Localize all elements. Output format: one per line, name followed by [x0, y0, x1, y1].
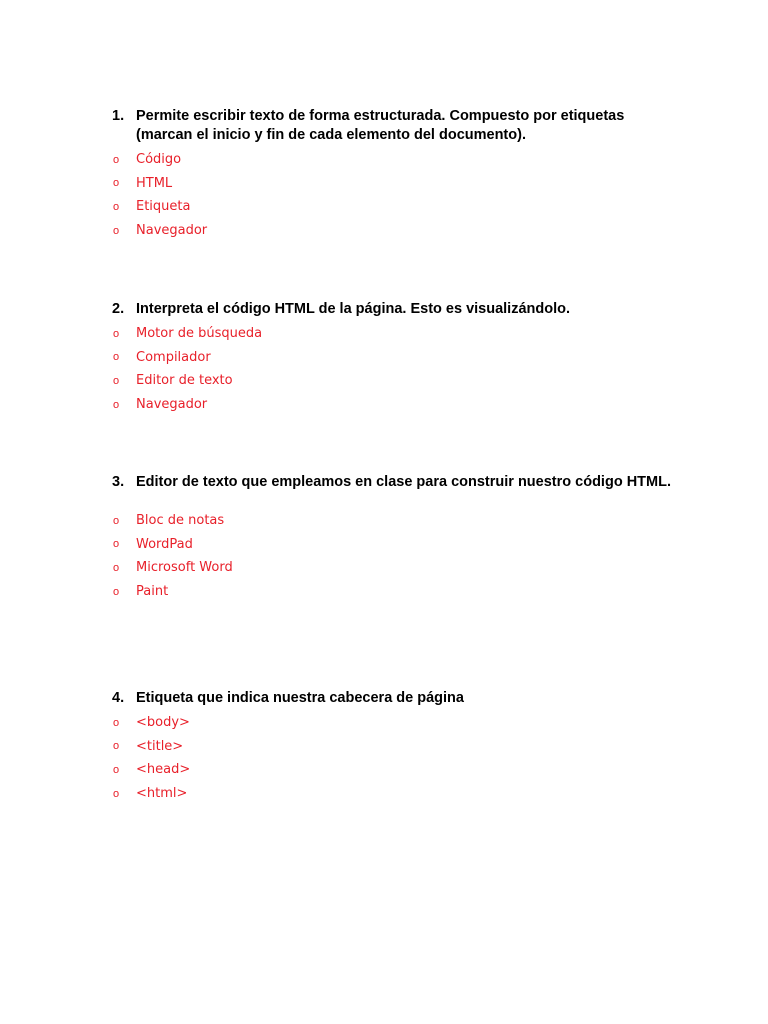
- answer-option[interactable]: [112, 735, 672, 759]
- question-heading: [112, 300, 672, 319]
- answer-option[interactable]: [112, 322, 672, 346]
- question-1: [112, 107, 672, 242]
- bullet-icon: o: [113, 585, 120, 598]
- answer-option[interactable]: [112, 533, 672, 557]
- bullet-icon: o: [113, 351, 120, 364]
- answer-option[interactable]: [112, 556, 672, 580]
- option-label: <head>: [136, 762, 191, 778]
- option-label: Navegador: [136, 223, 208, 239]
- answer-option[interactable]: [112, 219, 672, 243]
- answer-option[interactable]: [112, 393, 672, 417]
- question-heading: [112, 473, 672, 492]
- question-number: 4.: [112, 690, 125, 706]
- bullet-icon: o: [113, 224, 120, 237]
- option-label: Navegador: [136, 397, 208, 413]
- question-text: Etiqueta que indica nuestra cabecera de página: [136, 690, 464, 706]
- answer-option[interactable]: [112, 346, 672, 370]
- bullet-icon: o: [113, 200, 120, 213]
- question-heading: [112, 689, 672, 708]
- bullet-icon: o: [113, 374, 120, 387]
- question-number: 2.: [112, 301, 125, 317]
- option-label: Código: [136, 152, 182, 168]
- option-label: Compilador: [136, 349, 211, 365]
- answer-options: [112, 711, 672, 805]
- question-2: [112, 300, 672, 416]
- option-label: Editor de texto: [136, 373, 233, 389]
- bullet-icon: o: [113, 398, 120, 411]
- answer-option[interactable]: [112, 580, 672, 604]
- question-heading: [112, 107, 672, 145]
- answer-option[interactable]: [112, 509, 672, 533]
- option-label: <title>: [136, 738, 184, 754]
- answer-option[interactable]: [112, 782, 672, 806]
- question-text: Interpreta el código HTML de la página. Esto es visualizándolo.: [136, 301, 571, 317]
- answer-option[interactable]: [112, 758, 672, 782]
- bullet-icon: o: [113, 514, 120, 527]
- question-text: Permite escribir texto de forma estructurada. Compuesto por etiquetas (marcan el inicio y fin de cada elemento del documento).: [136, 108, 625, 143]
- answer-option[interactable]: [112, 711, 672, 735]
- answer-option[interactable]: [112, 172, 672, 196]
- question-4: [112, 689, 672, 805]
- answer-options: [112, 322, 672, 416]
- question-3: [112, 473, 672, 603]
- answer-option[interactable]: [112, 195, 672, 219]
- question-number: 3.: [112, 474, 125, 490]
- option-label: <html>: [136, 786, 188, 802]
- question-number: 1.: [112, 108, 125, 124]
- answer-options: [112, 148, 672, 242]
- bullet-icon: o: [113, 716, 120, 729]
- answer-options: [112, 509, 672, 603]
- option-label: HTML: [136, 175, 173, 191]
- option-label: Paint: [136, 584, 169, 600]
- bullet-icon: o: [113, 153, 120, 166]
- bullet-icon: o: [113, 177, 120, 190]
- bullet-icon: o: [113, 538, 120, 551]
- bullet-icon: o: [113, 561, 120, 574]
- option-label: Bloc de notas: [136, 513, 225, 529]
- option-label: WordPad: [136, 536, 193, 552]
- bullet-icon: o: [113, 327, 120, 340]
- bullet-icon: o: [113, 787, 120, 800]
- bullet-icon: o: [113, 763, 120, 776]
- option-label: Motor de búsqueda: [136, 326, 263, 342]
- option-label: Microsoft Word: [136, 560, 233, 576]
- answer-option[interactable]: [112, 369, 672, 393]
- question-text: Editor de texto que empleamos en clase para construir nuestro código HTML.: [136, 474, 671, 490]
- bullet-icon: o: [113, 740, 120, 753]
- answer-option[interactable]: [112, 148, 672, 172]
- option-label: Etiqueta: [136, 199, 191, 215]
- option-label: <body>: [136, 715, 190, 731]
